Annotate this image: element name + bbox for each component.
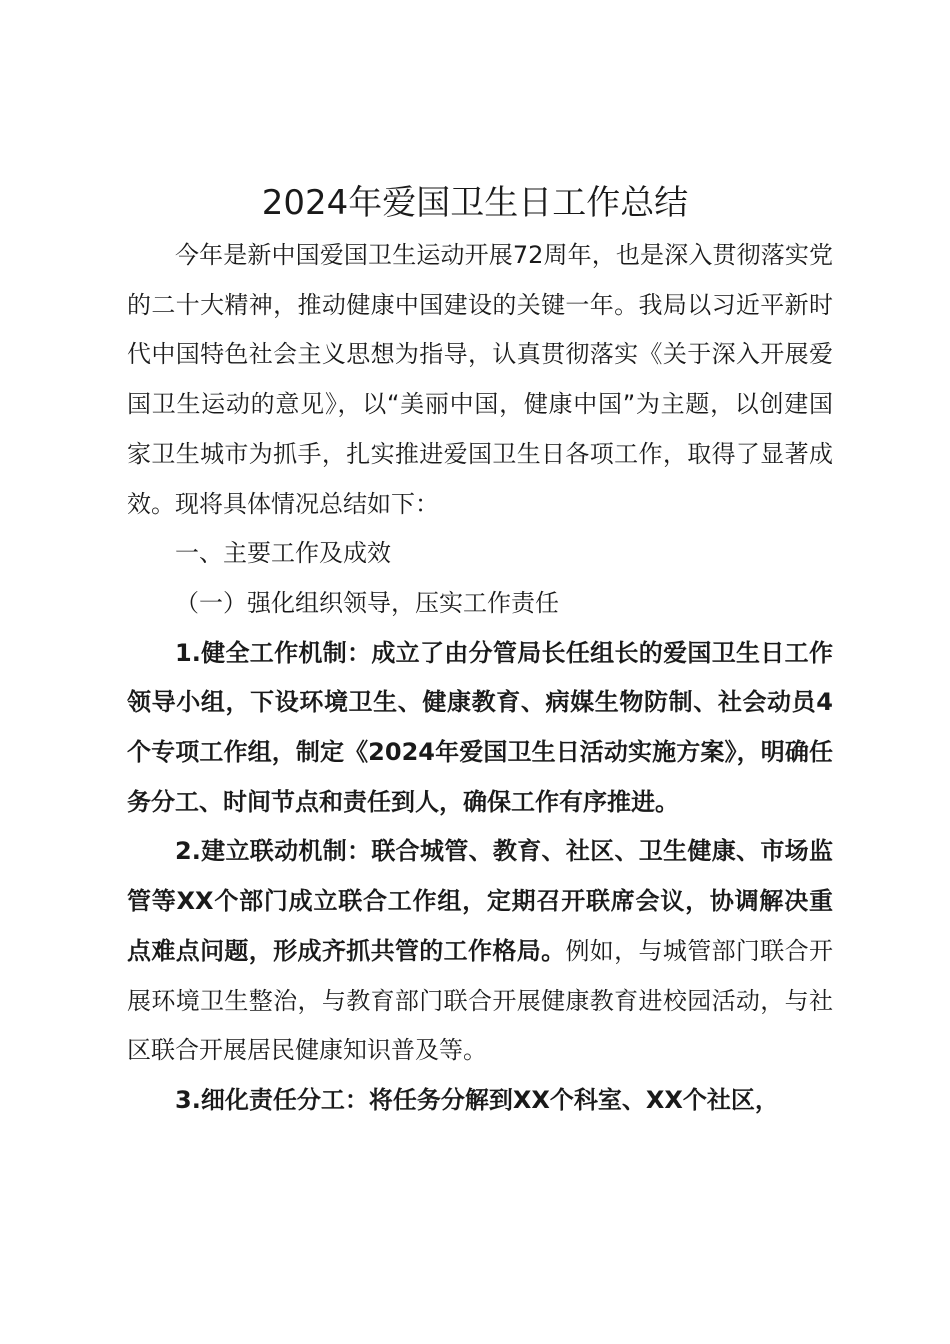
document-body <box>127 231 833 1126</box>
section-heading: 一、主要工作及成效 <box>175 539 391 568</box>
item-2-bold-text: 2.建立联动机制：联合城管、教育、社区、卫生健康、市场监管等XX个部门成立联合工作组，定期召开联席会议，协调解决重点难点问题，形成齐抓共管的工作格局。 <box>127 837 833 965</box>
item-2-paragraph <box>127 827 833 1076</box>
subsection-heading: （一）强化组织领导，压实工作责任 <box>175 588 559 617</box>
item-3-paragraph <box>127 1076 833 1126</box>
intro-paragraph: 今年是新中国爱国卫生运动开展72周年，也是深入贯彻落实党的二十大精神，推动健康中国建设的关键一年。我局以习近平新时代中国特色社会主义思想为指导，认真贯彻落实《关于深入开展爱国卫生运动的意见》，以“美丽中国，健康中国”为主题，以创建国家卫生城市为抓手，扎实推进爱国卫生日各项工作，取得了显著成效。现将具体情况总结如下： <box>127 241 833 518</box>
document-title: 2024年爱国卫生日工作总结 <box>261 183 689 223</box>
item-2-text: 例如，与城管部门联合开展环境卫生整治，与教育部门联合开展健康教育进校园活动，与社区联合开展居民健康知识普及等。 <box>127 936 834 1065</box>
item-3-bold-text: 3.细化责任分工：将任务分解到XX个科室、XX个社区， <box>175 1085 779 1114</box>
item-1-paragraph <box>127 629 833 828</box>
item-1-bold-text: 1.健全工作机制：成立了由分管局长任组长的爱国卫生日工作领导小组，下设环境卫生、健康教育、病媒生物防制、社会动员4个专项工作组，制定《2024年爱国卫生日活动实施方案》，明确任务分工、时间节点和责任到人，确保工作有序推进。 <box>127 638 833 816</box>
